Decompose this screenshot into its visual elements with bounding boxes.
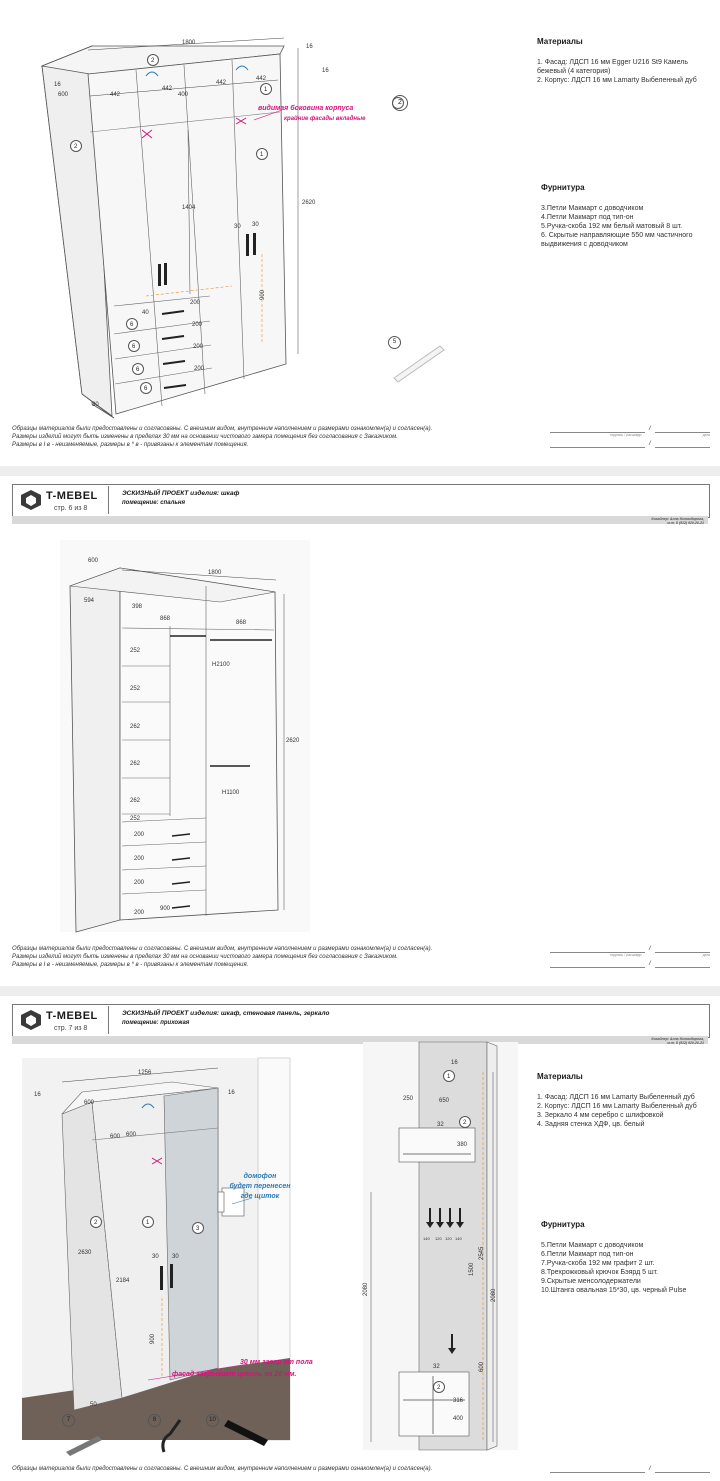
callout-2-top: 2: [151, 58, 155, 64]
dim-col3: 442: [216, 80, 227, 86]
room-title-7: помещение: прихожая: [122, 1020, 190, 1026]
dim-seat-316: 316: [453, 1398, 464, 1404]
wardrobe-sketch-bedroom-facade: [22, 34, 366, 416]
dim-top-398: 398: [132, 604, 143, 610]
wardrobe-sketch-hallway: [22, 1058, 313, 1440]
dim-panel-250: 250: [403, 1096, 414, 1102]
dim-top16b: 16: [322, 68, 329, 74]
room-title: помещение: спальня: [122, 500, 186, 506]
note-gap: 30 мм зазор от пола: [240, 1359, 313, 1366]
dim-rod-h2100: H2100: [212, 662, 230, 668]
materials7-item-4: 4. Задняя стенка ХДФ, цв. белый: [537, 1121, 645, 1128]
dim-rod-h1100: H1100: [222, 790, 240, 796]
dim-panel-600: 600: [479, 1361, 485, 1372]
dim-shelf-262c: 262: [130, 798, 141, 804]
page-number-7: стр. 7 из 8: [54, 1025, 88, 1032]
callout-6d: 6: [144, 386, 148, 392]
dim-shelf-262b: 262: [130, 761, 141, 767]
dim-h1404: 1404: [182, 205, 196, 211]
hardware-item-3: 3.Петли Макмарт с доводчиком: [541, 205, 644, 212]
dim-drawer-4: 200: [194, 366, 205, 372]
dim-width-868b: 868: [236, 620, 247, 626]
hardware7-item-7: 7.Ручка-скоба 192 мм графит 2 шт.: [541, 1260, 655, 1267]
dim-depth-594: 594: [84, 598, 95, 604]
note-intercom-2: будет перенесен: [229, 1183, 291, 1190]
dim-width-900: 900: [160, 906, 171, 912]
footnote-page6: Образцы материалов были предоставлены и согласованы. С внешним видом, внутренним наполнением и размерами ознакомлен(а) и согласен(а). Размеры изделий могут быть изменены в пределах 30 мм на основании чистового замера помещения без согласования с Заказчиком. Размеры в I в - неизменяемые, размеры в * в - привязаны к элементам помещения.: [12, 946, 433, 968]
callout-2-panel-top: 2: [463, 1120, 467, 1126]
dim-panel-2080b: 2080: [363, 1282, 369, 1296]
dim-30a-p7: 30: [152, 1254, 159, 1260]
callout-1-hall: 1: [146, 1220, 150, 1226]
dim-top16a: 16: [306, 44, 313, 50]
callout-1-panel: 1: [447, 1074, 451, 1080]
callout-2-side: 2: [74, 144, 78, 150]
dim-col-600a: 600: [110, 1134, 121, 1140]
hardware7-item-6: 6.Петли Макмарт под тип-он: [541, 1251, 634, 1258]
dim-hook-1: 140: [423, 1236, 430, 1241]
dim-hook-3: 120: [445, 1236, 452, 1241]
wall-panel-sketch: [363, 1042, 518, 1450]
page-separator-2: [0, 986, 720, 996]
dim-depth-600: 600: [88, 558, 99, 564]
dim-seat-400: 400: [453, 1416, 464, 1422]
dim-height-2184: 2184: [116, 1278, 130, 1284]
footnote-line3: Размеры в I в - неизменяемые, размеры в * в - привязаны к элементам помещения.: [12, 442, 249, 448]
dim-height-2620: 2620: [286, 738, 300, 744]
materials-block-page1: [537, 37, 717, 85]
dim-col2: 442: [162, 86, 173, 92]
note-intercom-3: где щиток: [240, 1193, 280, 1200]
dim-drawer-2: 200: [192, 322, 203, 328]
callout-6b: 6: [132, 344, 136, 350]
dim-drawer-b: 200: [134, 856, 145, 862]
dim-width-868a: 868: [160, 616, 171, 622]
dim-panel-16: 16: [451, 1060, 458, 1066]
dim-panel-2080: 2080: [491, 1288, 497, 1302]
sig-slash-2: /: [649, 441, 651, 447]
hardware7-item-8: 8.Трехрожковый крючок Бэярд 5 шт.: [541, 1269, 658, 1276]
handle-product-5: [388, 336, 448, 386]
tmebel-logo-icon-2: [20, 1009, 42, 1031]
dim-shelf-252a: 252: [130, 648, 141, 654]
dim-mid400: 400: [178, 92, 189, 98]
dim-drawer-d: 200: [134, 910, 145, 916]
callout-2-panel-seat: 2: [437, 1385, 441, 1391]
page-separator-1: [0, 466, 720, 476]
hardware-block-page1: [541, 183, 717, 249]
dim-16b: 16: [228, 1090, 235, 1096]
designer-info-7: дизайнер: Анна Коломдарова, м.т. 8 (912) 620-20-21: [651, 1037, 704, 1045]
dim-shelf-262a: 262: [130, 724, 141, 730]
dim-drawer-40: 40: [142, 310, 149, 316]
note-side-visible: видимая боковина корпуса: [258, 105, 354, 112]
dim-width: 1800: [182, 40, 196, 46]
sig-label-b: дата: [702, 433, 710, 437]
product-thumbnails: [60, 1412, 280, 1462]
hardware-item-6: 6. Скрытые направляющие 550 мм частичного выдвижения с доводчиком: [541, 232, 693, 248]
dim-shelf-252c: 252: [130, 816, 141, 822]
footnote-line1: Образцы материалов были предоставлены и согласованы. С внешним видом, внутренним наполнением и размерами ознакомлен(а) и согласен(а).: [12, 426, 433, 432]
sig-label-a: подпись / расшифр.: [610, 433, 643, 437]
materials-item-2: 2. Корпус: ЛДСП 16 мм Lamarty Выбеленный дуб: [537, 77, 697, 84]
dim-30c: 30: [92, 402, 99, 408]
tmebel-logo-icon: [20, 489, 42, 511]
hook-icon: [158, 1418, 188, 1454]
callout-6a: 6: [130, 322, 134, 328]
dim-depth-600-p7: 600: [84, 1100, 95, 1106]
signature-block-7[interactable]: /: [550, 1464, 710, 1473]
callout-8: 8: [148, 1414, 161, 1427]
footnote-page1: [12, 425, 542, 449]
materials7-item-1: 1. Фасад: ЛДСП 16 мм Lamarty Выбеленный дуб: [537, 1094, 695, 1101]
note-facades-inset: крайние фасады вкладные: [284, 116, 366, 122]
dim-panel-1500: 1500: [469, 1262, 475, 1276]
callout-6c: 6: [136, 367, 140, 373]
signature-block-6[interactable]: / подпись / расшифр. дата /: [550, 944, 710, 968]
dim-panel-2545: 2545: [479, 1246, 485, 1260]
dim-30b-p7: 30: [172, 1254, 179, 1260]
hardware-title: Фурнитура: [541, 183, 585, 192]
footnote-page7: Образцы материалов были предоставлены и согласованы. С внешним видом, внутренним наполнением и размерами ознакомлен(а) и согласен(а).: [12, 1466, 433, 1472]
dim-shelf-252b: 252: [130, 686, 141, 692]
dim-16a: 16: [34, 1092, 41, 1098]
hardware7-item-5: 5.Петли Макмарт с доводчиком: [541, 1242, 644, 1249]
wardrobe-sketch-bedroom-interior: [60, 540, 310, 932]
dim-panel-32a: 32: [437, 1122, 444, 1128]
note-intercom-1: домофон: [243, 1173, 277, 1180]
hardware-title-7: Фурнитура: [541, 1220, 585, 1229]
dim-drawer-1: 200: [190, 300, 201, 306]
dim-hook-2: 120: [435, 1236, 442, 1241]
dim-panel-650: 650: [439, 1098, 450, 1104]
materials-title: Материалы: [537, 37, 583, 46]
dim-hook-4: 140: [455, 1236, 462, 1241]
hardware-block-page7: [541, 1220, 717, 1295]
dim-height-2630: 2630: [78, 1250, 92, 1256]
callout-1-top: 1: [264, 87, 268, 93]
dim-drawer-3: 200: [193, 344, 204, 350]
logo-text: T-MEBEL: [46, 490, 98, 502]
project-title-7: ЭСКИЗНЫЙ ПРОЕКТ изделия: шкаф, стеновая панель, зеркало: [122, 1010, 330, 1017]
signature-block-1[interactable]: [550, 424, 710, 448]
callout-1-door: 1: [260, 152, 264, 158]
page7-header: [12, 1004, 708, 1048]
hardware-item-4: 4.Петли Макмарт под тип-он: [541, 214, 634, 221]
footnote-line2: Размеры изделий могут быть изменены в пределах 30 мм на основании чистового замера помещения без согласования с Заказчиком.: [12, 434, 398, 440]
designer-info: дизайнер: Анна Коломдарова, м.т. 8 (912) 620-20-21: [651, 517, 704, 525]
dim-drawer-a: 200: [134, 832, 145, 838]
project-title: ЭСКИЗНЫЙ ПРОЕКТ изделия: шкаф: [122, 490, 240, 497]
callout-2-hall: 2: [94, 1220, 98, 1226]
dim-width-1800: 1800: [208, 570, 222, 576]
materials7-item-2: 2. Корпус: ЛДСП 16 мм Lamarty Выбеленный дуб: [537, 1103, 697, 1110]
materials-title-7: Материалы: [537, 1072, 583, 1081]
materials-item-1: 1. Фасад: ЛДСП 16 мм Egger U216 St9 Камель бежевый (4 категория): [537, 59, 688, 75]
dim-panel-32b: 32: [433, 1364, 440, 1370]
materials7-item-3: 3. Зеркало 4 мм серебро с шлифовкой: [537, 1112, 664, 1119]
dim-30b: 30: [252, 222, 259, 228]
sig-slash: /: [649, 426, 651, 432]
page-number: стр. 6 из 8: [54, 505, 88, 512]
oval-rod-icon: [224, 1414, 274, 1448]
callout-2-annotation: 2: [392, 95, 408, 111]
handle-graphite-icon: [64, 1428, 104, 1458]
hardware-item-5: 5.Ручка-скоба 192 мм белый матовый 8 шт.: [541, 223, 683, 230]
hardware7-item-10: 10.Штанга овальная 15*30, цв. черный Pulse: [541, 1287, 687, 1294]
materials-block-page7: [537, 1072, 717, 1129]
callout-10: 10: [206, 1414, 219, 1427]
dim-h2620: 2620: [302, 200, 316, 206]
callout-2-note: [370, 60, 410, 80]
dim-h900: 900: [260, 289, 266, 300]
dim-panel-380: 380: [457, 1142, 468, 1148]
dim-col4: 442: [256, 76, 267, 82]
dim-base-50: 50: [90, 1402, 97, 1408]
page6-header: [12, 484, 708, 528]
dim-height-900: 900: [150, 1333, 156, 1344]
callout-7: 7: [62, 1414, 75, 1427]
dim-depth: 600: [58, 92, 69, 98]
callout-3-hall: 3: [196, 1226, 200, 1232]
dim-side16: 16: [54, 82, 61, 88]
hardware7-item-9: 9.Скрытые менсолодержатели: [541, 1278, 641, 1285]
dim-drawer-c: 200: [134, 880, 145, 886]
note-plinth: фасад закрывает цоколь на 20 мм.: [172, 1371, 297, 1378]
dim-col1: 442: [110, 92, 121, 98]
callout-5: 5: [388, 336, 401, 349]
dim-30a: 30: [234, 224, 241, 230]
dim-width-1256: 1256: [138, 1070, 152, 1076]
dim-col-600b: 600: [126, 1132, 137, 1138]
logo-text-2: T-MEBEL: [46, 1010, 98, 1022]
